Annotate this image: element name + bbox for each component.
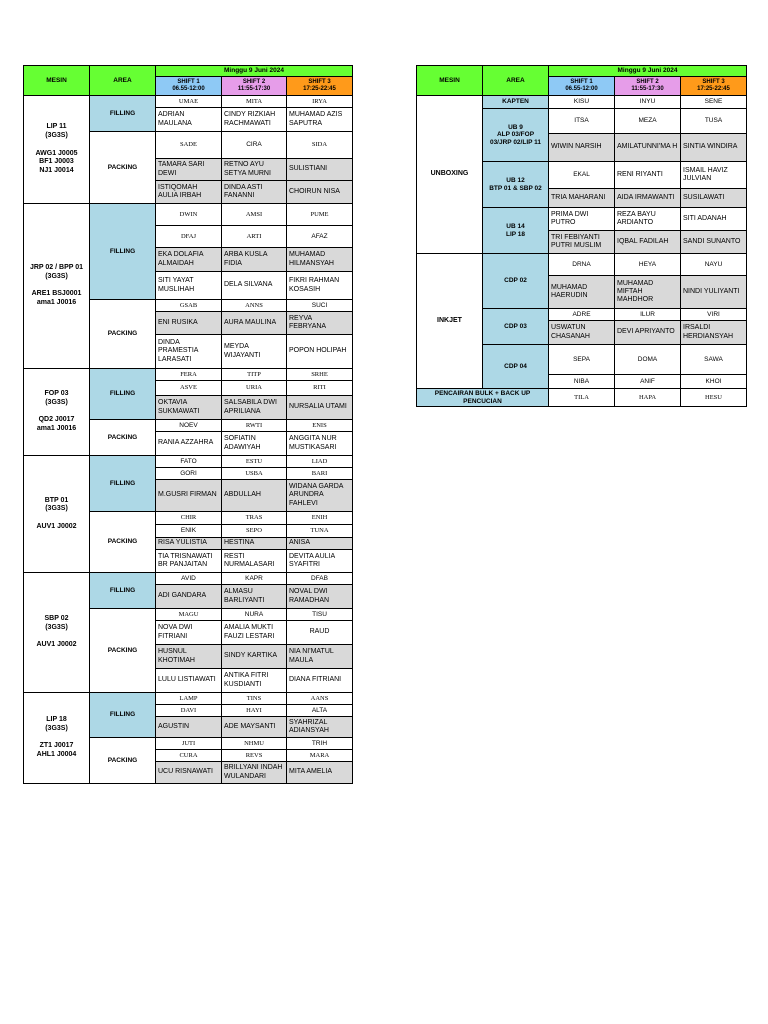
name-cell: TIA TRISNAWATI BR PANJAITAN	[156, 550, 222, 573]
code-cell: TILA	[549, 389, 615, 407]
code-cell: ADRE	[549, 309, 615, 321]
name-cell: ADI GANDARA	[156, 585, 222, 609]
area-cdp03: CDP 03	[483, 309, 549, 345]
name-cell: M.GUSRI FIRMAN	[156, 480, 222, 512]
area-packing: PACKING	[90, 738, 156, 784]
name-cell: SALSABILA DWI APRILIANA	[222, 396, 287, 420]
right-schedule-table	[416, 65, 747, 407]
code-cell: MARA	[287, 750, 353, 762]
code-cell: INYU	[615, 96, 681, 109]
code-cell: HEYA	[615, 254, 681, 276]
code-cell: AANS	[287, 693, 353, 705]
name-cell: NOVA DWI FITRIANI	[156, 621, 222, 645]
code-cell: KAPR	[222, 573, 287, 585]
mesin-btp01: BTP 01 (3G3S) AUV1 J0002	[24, 456, 90, 573]
name-cell: REYVA FEBRYANA	[287, 312, 353, 335]
code-cell: SIDA	[287, 132, 353, 159]
area-cdp02: CDP 02	[483, 254, 549, 309]
code-cell: TITP	[222, 369, 287, 381]
name-cell: WIDANA GARDA ARUNDRA FAHLEVI	[287, 480, 353, 512]
area-packing: PACKING	[90, 609, 156, 693]
name-cell: UCU RISNAWATI	[156, 762, 222, 784]
name-cell: TRI FEBIYANTI PUTRI MUSLIM	[549, 231, 615, 254]
code-cell: FERA	[156, 369, 222, 381]
name-cell: HUSNUL KHOTIMAH	[156, 645, 222, 669]
area-packing: PACKING	[90, 132, 156, 204]
name-cell: ANGGITA NUR MUSTIKASARI	[287, 432, 353, 456]
code-cell: CURA	[156, 750, 222, 762]
header-shift-3: SHIFT 3 17:25-22:45	[287, 77, 353, 96]
name-cell: IQBAL FADILAH	[615, 231, 681, 254]
code-cell: URIA	[222, 381, 287, 396]
code-cell: GSAB	[156, 300, 222, 312]
mesin-unboxing: UNBOXING	[417, 96, 483, 254]
area-ub9: UB 9 ALP 03/FOP 03/JRP 02/LIP 11	[483, 109, 549, 162]
name-cell: RANIA AZZAHRA	[156, 432, 222, 456]
name-cell: HESTINA	[222, 538, 287, 550]
code-cell: DFAB	[287, 573, 353, 585]
code-cell: TUSA	[681, 109, 747, 134]
left-schedule-table	[23, 65, 353, 784]
name-cell: LULU LISTIAWATI	[156, 669, 222, 693]
name-cell: OKTAVIA SUKMAWATI	[156, 396, 222, 420]
code-cell: JUTI	[156, 738, 222, 750]
area-cdp04: CDP 04	[483, 345, 549, 389]
name-cell: SYAHRIZAL ADIANSYAH	[287, 717, 353, 738]
name-cell: MEYDA WIJAYANTI	[222, 335, 287, 369]
name-cell: AIDA IRMAWANTI	[615, 189, 681, 208]
area-filling: FILLING	[90, 369, 156, 420]
mesin-lip18: LIP 18 (3G3S) ZT1 J0017 AHL1 J0004	[24, 693, 90, 784]
name-cell: SINDY KARTIKA	[222, 645, 287, 669]
area-filling: FILLING	[90, 96, 156, 132]
name-cell: ALMASU BARLIYANTI	[222, 585, 287, 609]
header-shift-2: SHIFT 2 11:55-17:30	[222, 77, 287, 96]
mesin-lip11: LIP 11 (3G3S) AWG1 J0005 BF1 J0003 NJ1 J0014	[24, 96, 90, 204]
code-cell: LAMP	[156, 693, 222, 705]
code-cell: DFAJ	[156, 226, 222, 248]
code-cell: CHIR	[156, 512, 222, 525]
name-cell: SOFIATIN ADAWIYAH	[222, 432, 287, 456]
name-cell: RESTI NURMALASARI	[222, 550, 287, 573]
code-cell: ANNS	[222, 300, 287, 312]
name-cell: SINTIA WINDIRA	[681, 134, 747, 162]
name-cell: USWATUN CHASANAH	[549, 321, 615, 345]
code-cell: ENIH	[287, 512, 353, 525]
name-cell: ADE MAYSANTI	[222, 717, 287, 738]
code-cell: VIRI	[681, 309, 747, 321]
code-cell: NAYU	[681, 254, 747, 276]
code-cell: SEPA	[549, 345, 615, 375]
area-filling: FILLING	[90, 456, 156, 512]
name-cell: NURSALIA UTAMI	[287, 396, 353, 420]
code-cell: FATO	[156, 456, 222, 468]
code-cell: CIRA	[222, 132, 287, 159]
area-filling: FILLING	[90, 573, 156, 609]
code-cell: EKAL	[549, 162, 615, 189]
name-cell: SITI YAYAT MUSLIHAH	[156, 272, 222, 300]
name-cell: EKA DOLAFIA ALMAIDAH	[156, 248, 222, 272]
code-cell: AMSI	[222, 204, 287, 226]
header-area: AREA	[483, 66, 549, 96]
mesin-jrp02: JRP 02 / BPP 01 (3G3S) ARE1 BSJ0001 ama1 J0016	[24, 204, 90, 369]
code-cell: RITI	[287, 381, 353, 396]
name-cell: CHOIRUN NISA	[287, 181, 353, 204]
name-cell: ISTIQOMAH AULIA IRBAH	[156, 181, 222, 204]
name-cell: ABDULLAH	[222, 480, 287, 512]
name-cell: REZA BAYU ARDIANTO	[615, 208, 681, 231]
name-cell: DINDA ASTI FANANNI	[222, 181, 287, 204]
name-cell: ADRIAN MAULANA	[156, 108, 222, 132]
code-cell: PUME	[287, 204, 353, 226]
header-shift-1: SHIFT 1 06.55-12:00	[156, 77, 222, 96]
name-cell: ANISA	[287, 538, 353, 550]
code-cell: HESU	[681, 389, 747, 407]
code-cell: ARTI	[222, 226, 287, 248]
name-cell: RISA YULISTIA	[156, 538, 222, 550]
area-kapten: KAPTEN	[483, 96, 549, 109]
code-cell: IRYA	[287, 96, 353, 108]
code-cell: HAYI	[222, 705, 287, 717]
code-cell: ILUR	[615, 309, 681, 321]
code-cell: KISU	[549, 96, 615, 109]
name-cell: ANTIKA FITRI KUSDIANTI	[222, 669, 287, 693]
name-cell: AURA MAULINA	[222, 312, 287, 335]
code-cell: MITA	[222, 96, 287, 108]
header-mesin: MESIN	[417, 66, 483, 96]
name-cell: DEVI APRIYANTO	[615, 321, 681, 345]
code-cell: ENIS	[287, 420, 353, 432]
header-shift-3: SHIFT 3 17:25-22:45	[681, 77, 747, 96]
code-cell: TINS	[222, 693, 287, 705]
code-cell: NHMU	[222, 738, 287, 750]
code-cell: MAGU	[156, 609, 222, 621]
code-cell: ASVE	[156, 381, 222, 396]
code-cell: LIAD	[287, 456, 353, 468]
name-cell: NOVAL DWI RAMADHAN	[287, 585, 353, 609]
code-cell: SADE	[156, 132, 222, 159]
name-cell: FIKRI RAHMAN KOSASIH	[287, 272, 353, 300]
code-cell: SEPO	[222, 525, 287, 538]
name-cell: SUSILAWATI	[681, 189, 747, 208]
code-cell: SAWA	[681, 345, 747, 375]
code-cell: NIBA	[549, 375, 615, 389]
mesin-sbp02: SBP 02 (3G3S) AUV1 J0002	[24, 573, 90, 693]
name-cell: SANDI SUNANTO	[681, 231, 747, 254]
code-cell: GORI	[156, 468, 222, 480]
code-cell: AFAZ	[287, 226, 353, 248]
code-cell: TRAS	[222, 512, 287, 525]
name-cell: ENI RUSIKA	[156, 312, 222, 335]
header-mesin: MESIN	[24, 66, 90, 96]
header-date: Minggu 9 Juni 2024	[549, 66, 747, 77]
name-cell: IRSALDI HERDIANSYAH	[681, 321, 747, 345]
mesin-fop03: FOP 03 (3G3S) QD2 J0017 ama1 J0016	[24, 369, 90, 456]
area-packing: PACKING	[90, 420, 156, 456]
name-cell: DELA SILVANA	[222, 272, 287, 300]
name-cell: DEVITA AULIA SYAFITRI	[287, 550, 353, 573]
name-cell: NINDI YULIYANTI	[681, 276, 747, 309]
code-cell: ALTA	[287, 705, 353, 717]
header-shift-2: SHIFT 2 11:55-17:30	[615, 77, 681, 96]
code-cell: NURA	[222, 609, 287, 621]
mesin-inkjet: INKJET	[417, 254, 483, 389]
name-cell: MITA AMELIA	[287, 762, 353, 784]
name-cell: POPON HOLIPAH	[287, 335, 353, 369]
header-area: AREA	[90, 66, 156, 96]
name-cell: CINDY RIZKIAH RACHMAWATI	[222, 108, 287, 132]
name-cell: MUHAMAD MIFTAH MAHDHOR	[615, 276, 681, 309]
code-cell: TISU	[287, 609, 353, 621]
area-packing: PACKING	[90, 300, 156, 369]
code-cell: RWTI	[222, 420, 287, 432]
name-cell: RETNO AYU SETYA MURNI	[222, 159, 287, 181]
name-cell: SULISTIANI	[287, 159, 353, 181]
name-cell: RENI RIYANTI	[615, 162, 681, 189]
name-cell: SITI ADANAH	[681, 208, 747, 231]
name-cell: WIWIN NARSIH	[549, 134, 615, 162]
area-ub12: UB 12 BTP 01 & SBP 02	[483, 162, 549, 208]
code-cell: USBA	[222, 468, 287, 480]
code-cell: HAPA	[615, 389, 681, 407]
name-cell: AMILATUNNI'MA H	[615, 134, 681, 162]
name-cell: PRIMA DWI PUTRO	[549, 208, 615, 231]
code-cell: DWIN	[156, 204, 222, 226]
name-cell: NIA NI'MATUL MAULA	[287, 645, 353, 669]
name-cell: AGUSTIN	[156, 717, 222, 738]
code-cell: SENE	[681, 96, 747, 109]
code-cell: DOMA	[615, 345, 681, 375]
header-date: Minggu 9 Juni 2024	[156, 66, 353, 77]
area-filling: FILLING	[90, 693, 156, 738]
name-cell: DIANA FITRIANI	[287, 669, 353, 693]
code-cell: ENIK	[156, 525, 222, 538]
code-cell: BARI	[287, 468, 353, 480]
code-cell: AVID	[156, 573, 222, 585]
code-cell: TUNA	[287, 525, 353, 538]
name-cell: MUHAMAD HILMANSYAH	[287, 248, 353, 272]
code-cell: ANIF	[615, 375, 681, 389]
area-bulk: PENCAIRAN BULK + BACK UP PENCUCIAN	[417, 389, 549, 407]
name-cell: TAMARA SARI DEWI	[156, 159, 222, 181]
name-cell: AMALIA MUKTI FAUZI LESTARI	[222, 621, 287, 645]
area-ub14: UB 14 LIP 18	[483, 208, 549, 254]
code-cell: REVS	[222, 750, 287, 762]
area-packing: PACKING	[90, 512, 156, 573]
code-cell: MEZA	[615, 109, 681, 134]
name-cell: MUHAMAD AZIS SAPUTRA	[287, 108, 353, 132]
code-cell: DAVI	[156, 705, 222, 717]
code-cell: UMAE	[156, 96, 222, 108]
name-cell: ISMAIL HAVIZ JULVIAN	[681, 162, 747, 189]
name-cell: ARBA KUSLA FIDIA	[222, 248, 287, 272]
name-cell: TRIA MAHARANI	[549, 189, 615, 208]
name-cell: BRILLYANI INDAH WULANDARI	[222, 762, 287, 784]
code-cell: ITSA	[549, 109, 615, 134]
name-cell: DINDA PRAMESTIA LARASATI	[156, 335, 222, 369]
header-shift-1: SHIFT 1 06.55-12:00	[549, 77, 615, 96]
code-cell: ESTU	[222, 456, 287, 468]
code-cell: DRNA	[549, 254, 615, 276]
area-filling: FILLING	[90, 204, 156, 300]
code-cell: SRHE	[287, 369, 353, 381]
code-cell: SUCI	[287, 300, 353, 312]
code-cell: KHOI	[681, 375, 747, 389]
code-cell: NOEV	[156, 420, 222, 432]
name-cell: RAUD	[287, 621, 353, 645]
name-cell: MUHAMAD HAERUDIN	[549, 276, 615, 309]
code-cell: TRIH	[287, 738, 353, 750]
